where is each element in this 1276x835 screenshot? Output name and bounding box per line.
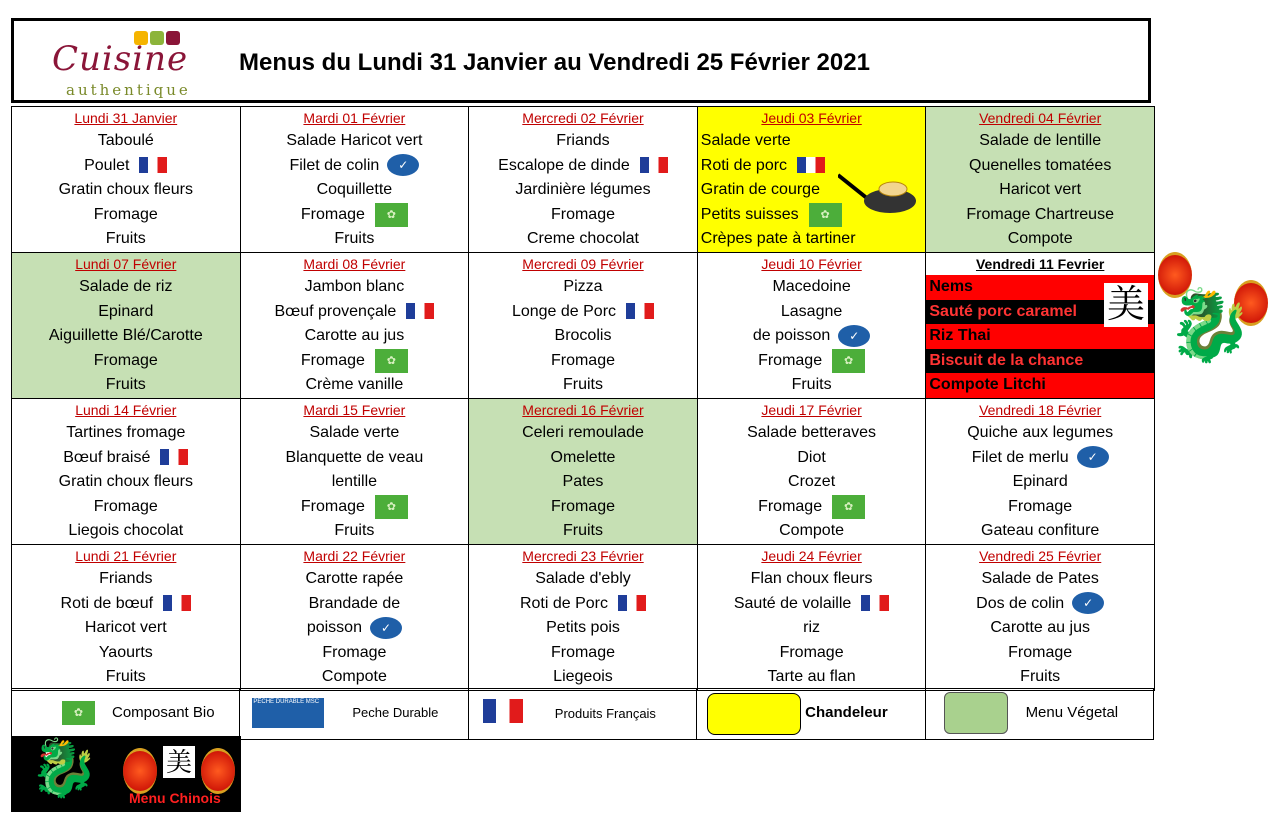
- menu-item-label: Crèpes pate à tartiner: [700, 230, 856, 247]
- logo-script: Cuisine: [52, 39, 189, 79]
- lantern-icon: [201, 748, 235, 794]
- day-cell: [697, 545, 926, 691]
- day-label: Mercredi 23 Février: [522, 548, 644, 564]
- chinese-glyph: 美: [163, 746, 195, 778]
- menu-item-label: Filet de colin: [289, 156, 380, 174]
- pancake-pan-icon: [707, 693, 801, 735]
- menu-item-label: Epinard: [98, 302, 154, 320]
- menu-item-label: Fruits: [562, 376, 603, 393]
- lantern-icon: [123, 748, 157, 794]
- fr-flag-icon: [618, 595, 646, 611]
- menu-item-label: Epinard: [1012, 473, 1068, 490]
- menu-item-label: Celeri remoulade: [522, 424, 644, 441]
- legend-peche-label: Peche Durable: [352, 705, 439, 720]
- day-label: Vendredi 25 Février: [979, 548, 1102, 564]
- menu-item-label: Fruits: [334, 522, 375, 539]
- day-label: Jeudi 03 Février: [761, 110, 862, 126]
- menu-item: [926, 349, 1154, 374]
- day-cell: [697, 399, 926, 545]
- menu-item: [926, 592, 1154, 617]
- menu-item: [926, 519, 1154, 544]
- fr-flag-icon: [626, 303, 654, 319]
- menu-item-label: Sauté porc caramel: [929, 302, 1077, 320]
- menu-item: [469, 567, 697, 592]
- menu-item-label: Longe de Porc: [511, 302, 617, 320]
- fr-flag-icon: [406, 303, 434, 319]
- menu-item-label: Compote: [321, 668, 387, 685]
- menu-item-label: Aiguillette Blé/Carotte: [48, 327, 203, 344]
- menu-item-label: de poisson: [752, 327, 831, 344]
- menu-item-label: Yaourts: [98, 643, 153, 661]
- menu-item-label: Fruits: [1020, 668, 1061, 685]
- msc-icon: ✓: [1072, 592, 1104, 614]
- menu-item-label: Carotte rapée: [305, 570, 404, 587]
- menu-item: [926, 470, 1154, 495]
- menu-item: [698, 129, 926, 154]
- menu-item-label: Salade de riz: [79, 278, 173, 295]
- menu-item: [241, 178, 469, 203]
- menu-item-label: Fruits: [105, 668, 146, 685]
- menu-item: [469, 665, 697, 690]
- day-cell: [926, 107, 1155, 253]
- bio-icon: ✿: [62, 701, 95, 725]
- menu-item-label: Bœuf braisé: [63, 448, 151, 466]
- menu-item-label: Fromage: [779, 643, 844, 661]
- menu-item-label: Creme chocolat: [526, 230, 639, 247]
- legend-peche: [240, 689, 468, 740]
- header: [11, 18, 1151, 103]
- day-cell: [240, 545, 469, 691]
- day-cell: [926, 545, 1155, 691]
- menu-item: [926, 373, 1154, 398]
- menu-item: [926, 421, 1154, 446]
- day-cell: [12, 399, 241, 545]
- menu-item: [241, 519, 469, 544]
- menu-item-label: Biscuit de la chance: [929, 351, 1084, 369]
- fr-flag-icon: [797, 157, 825, 173]
- menu-item: [469, 349, 697, 374]
- menu-item-label: Fromage: [93, 205, 158, 223]
- menu-item-label: Crozet: [788, 473, 836, 490]
- menu-item-label: Pizza: [563, 278, 603, 295]
- legend-chandeleur-label: Chandeleur: [805, 704, 888, 721]
- msc-icon: ✓: [370, 617, 402, 639]
- menu-item-label: Compote Litchi: [929, 376, 1046, 393]
- dragon-icon: 🐉: [1166, 286, 1254, 364]
- menu-item: [698, 324, 926, 349]
- menu-item: [469, 495, 697, 520]
- fr-flag-icon: [160, 449, 188, 465]
- menu-item: [698, 592, 926, 617]
- day-cell: [12, 545, 241, 691]
- menu-item: [469, 324, 697, 349]
- day-cell: [12, 253, 241, 399]
- menu-item-label: Blanquette de veau: [285, 448, 424, 466]
- menu-item-label: Carotte au jus: [990, 619, 1090, 636]
- menu-item: [469, 275, 697, 300]
- menu-item: [698, 275, 926, 300]
- menu-item: [241, 470, 469, 495]
- msc-icon: ✓: [838, 325, 870, 347]
- menu-item: [926, 641, 1154, 666]
- week-row: [12, 253, 1155, 399]
- menu-item-label: Fruits: [105, 376, 146, 393]
- menu-item: [241, 665, 469, 690]
- menu-item: [926, 616, 1154, 641]
- menu-item: [698, 665, 926, 690]
- menu-item: [12, 495, 240, 520]
- menu-item: [241, 275, 469, 300]
- menu-item: [12, 665, 240, 690]
- menu-item: [926, 665, 1154, 690]
- pancake-pan-icon: [838, 169, 918, 215]
- menu-item-label: Haricot vert: [999, 181, 1082, 198]
- menu-item-label: Gratin de courge: [700, 181, 820, 198]
- menu-item-label: Salade d'ebly: [535, 570, 631, 587]
- menu-item-label: Tartines fromage: [66, 424, 186, 441]
- menu-item-label: Bœuf provençale: [274, 302, 397, 320]
- menu-item-label: Roti de bœuf: [60, 594, 154, 612]
- menu-item: [469, 519, 697, 544]
- menu-item-label: Filet de merlu: [971, 448, 1069, 466]
- menu-item-label: Fromage Chartreuse: [966, 205, 1114, 223]
- day-label: Mardi 15 Fevrier: [303, 402, 406, 418]
- menu-item-label: Brocolis: [554, 327, 612, 344]
- menu-item-label: Sauté de volaille: [733, 594, 852, 612]
- menu-item: [241, 129, 469, 154]
- menu-item-label: Fromage: [300, 351, 365, 369]
- page-title: Menus du Lundi 31 Janvier au Vendredi 25 Février 2021: [239, 49, 870, 76]
- bio-icon: ✿: [832, 495, 865, 519]
- week-row: [12, 545, 1155, 691]
- legend-chandeleur: [697, 689, 925, 740]
- menu-item-label: Diot: [797, 448, 826, 466]
- menu-item-label: Fruits: [791, 376, 832, 393]
- menu-item: [241, 446, 469, 471]
- bio-icon: ✿: [375, 203, 408, 227]
- menu-item: [12, 641, 240, 666]
- menu-item-label: Escalope de dinde: [498, 156, 630, 174]
- menu-item-label: Tarte au flan: [767, 668, 856, 685]
- logo-sub: authentique: [66, 81, 191, 99]
- day-cell: [240, 399, 469, 545]
- menu-item: [698, 495, 926, 520]
- menu-item: [12, 470, 240, 495]
- menu-item-label: Fromage: [550, 205, 615, 223]
- menu-item-label: Fromage: [550, 497, 615, 515]
- menu-item: [698, 519, 926, 544]
- day-cell: [240, 253, 469, 399]
- menu-item-label: Fromage: [300, 205, 365, 223]
- menu-item-label: Crème vanille: [305, 376, 404, 393]
- day-cell: [697, 253, 926, 399]
- menu-item: [698, 300, 926, 325]
- legend-vegetal: [925, 689, 1153, 740]
- menu-item-label: riz: [803, 619, 821, 636]
- day-label: Mardi 08 Février: [303, 256, 406, 272]
- menu-item-label: Fromage: [1008, 497, 1073, 515]
- menu-item: [698, 373, 926, 398]
- week-row: [12, 107, 1155, 253]
- menu-item: [469, 421, 697, 446]
- day-label: Mardi 01 Février: [303, 110, 406, 126]
- menu-item-label: Roti de porc: [700, 156, 788, 174]
- menu-item-label: Macedoine: [772, 278, 851, 295]
- day-cell: [697, 107, 926, 253]
- day-cell: [240, 107, 469, 253]
- menu-item: [12, 300, 240, 325]
- menu-item: [241, 203, 469, 228]
- fr-flag-icon: [640, 157, 668, 173]
- menu-item: [469, 641, 697, 666]
- msc-icon: ✓: [387, 154, 419, 176]
- menu-item-label: Fruits: [334, 230, 375, 247]
- menu-item: [241, 567, 469, 592]
- menu-item: [12, 519, 240, 544]
- menu-item-label: Flan choux fleurs: [750, 570, 873, 587]
- menu-item-label: Petits pois: [546, 619, 620, 636]
- menu-item-label: Lasagne: [780, 302, 843, 320]
- menu-item: [241, 495, 469, 520]
- menu-item-label: Fromage: [93, 497, 158, 515]
- menu-item: [12, 203, 240, 228]
- menu-item: [926, 178, 1154, 203]
- menu-item: [241, 324, 469, 349]
- menu-item: [241, 421, 469, 446]
- menu-item-label: Liegois chocolat: [68, 522, 184, 539]
- menu-item: [926, 227, 1154, 252]
- day-cell: [469, 253, 698, 399]
- menu-item-label: Fruits: [105, 230, 146, 247]
- menu-item: [241, 227, 469, 252]
- day-label: Mercredi 09 Février: [522, 256, 644, 272]
- day-label: Jeudi 24 Février: [761, 548, 862, 564]
- menu-item-label: Jardinière légumes: [515, 181, 651, 198]
- menu-item-label: Salade betteraves: [747, 424, 877, 441]
- fr-flag-icon: [163, 595, 191, 611]
- day-label: Jeudi 17 Février: [761, 402, 862, 418]
- menu-item: [698, 227, 926, 252]
- menu-item: [12, 349, 240, 374]
- menu-item: [12, 373, 240, 398]
- chinese-glyph: 美: [1104, 283, 1148, 327]
- menu-item-label: Dos de colin: [976, 594, 1065, 612]
- menu-item: [926, 446, 1154, 471]
- menu-item-label: Nems: [929, 278, 973, 295]
- day-label: Mercredi 16 Février: [522, 402, 644, 418]
- day-label: Lundi 21 Février: [75, 548, 177, 564]
- menu-item: [241, 592, 469, 617]
- menu-item: [469, 446, 697, 471]
- menu-item: [241, 616, 469, 641]
- msc-icon: ✓: [1077, 446, 1109, 468]
- legend: [11, 688, 1154, 740]
- day-label: Mardi 22 Février: [303, 548, 406, 564]
- menu-grid: [11, 106, 1155, 691]
- menu-item: [926, 324, 1154, 349]
- menu-item-label: Fromage: [322, 643, 387, 661]
- legend-francais-label: Produits Français: [554, 706, 656, 721]
- bio-icon: ✿: [375, 349, 408, 373]
- menu-item-label: Compote: [779, 522, 845, 539]
- menu-item-label: Fromage: [758, 351, 823, 369]
- menu-item-label: Fromage: [758, 497, 823, 515]
- menu-item: [469, 154, 697, 179]
- day-label: Vendredi 04 Février: [979, 110, 1102, 126]
- menu-chinois-logo: [11, 736, 241, 812]
- menu-item: [469, 203, 697, 228]
- menu-item-label: Fromage: [1008, 643, 1073, 661]
- menu-item: [241, 300, 469, 325]
- menu-item: [926, 154, 1154, 179]
- menu-item-label: Gateau confiture: [981, 522, 1100, 539]
- bio-icon: ✿: [809, 203, 842, 227]
- legend-francais: [468, 689, 696, 740]
- menu-item: [241, 641, 469, 666]
- menu-item: [12, 154, 240, 179]
- menu-item-label: Quiche aux legumes: [967, 424, 1114, 441]
- menu-item: [241, 154, 469, 179]
- menu-item-label: Friands: [556, 132, 610, 149]
- menu-item-label: Salade Haricot vert: [286, 132, 423, 149]
- msc-logo-icon: PÊCHE DURABLE MSC: [252, 698, 324, 728]
- menu-item-label: Haricot vert: [84, 619, 167, 636]
- bio-icon: ✿: [832, 349, 865, 373]
- menu-item: [12, 616, 240, 641]
- menu-item: [469, 129, 697, 154]
- menu-item-label: lentille: [331, 473, 378, 490]
- menu-item: [469, 227, 697, 252]
- menu-item: [698, 470, 926, 495]
- menu-item-label: Salade de Pates: [981, 570, 1099, 587]
- day-label: Lundi 31 Janvier: [74, 110, 178, 126]
- menu-item: [241, 349, 469, 374]
- day-label: Lundi 14 Février: [75, 402, 177, 418]
- cuisine-authentique-logo: [52, 29, 212, 99]
- day-cell: [12, 107, 241, 253]
- menu-item: [926, 567, 1154, 592]
- menu-item: [698, 616, 926, 641]
- menu-item-label: Compote: [1007, 230, 1073, 247]
- menu-item-label: Brandade de: [308, 594, 401, 612]
- menu-item-label: Gratin choux fleurs: [58, 473, 193, 490]
- vegetal-swatch: [944, 692, 1008, 734]
- menu-item: [12, 421, 240, 446]
- menu-item: [469, 373, 697, 398]
- day-cell: [926, 253, 1155, 399]
- day-label: Mercredi 02 Février: [522, 110, 644, 126]
- day-cell: [469, 399, 698, 545]
- menu-item: [12, 275, 240, 300]
- menu-item: [926, 495, 1154, 520]
- menu-item: [698, 567, 926, 592]
- menu-item-label: Roti de Porc: [519, 594, 608, 612]
- menu-chinois-label: Menu Chinois: [129, 790, 221, 806]
- menu-item: [469, 178, 697, 203]
- menu-item-label: Omelette: [550, 448, 616, 466]
- menu-item: [12, 129, 240, 154]
- menu-item: [698, 421, 926, 446]
- menu-item: [698, 446, 926, 471]
- day-cell: [926, 399, 1155, 545]
- day-label: Lundi 07 Février: [75, 256, 177, 272]
- menu-item: [12, 592, 240, 617]
- day-cell: [469, 107, 698, 253]
- menu-item: [926, 129, 1154, 154]
- fr-flag-icon: [139, 157, 167, 173]
- menu-item: [469, 592, 697, 617]
- bio-icon: ✿: [375, 495, 408, 519]
- menu-item: [926, 203, 1154, 228]
- menu-item: [241, 373, 469, 398]
- day-label: Jeudi 10 Février: [761, 256, 862, 272]
- menu-item-label: Gratin choux fleurs: [58, 181, 193, 198]
- menu-item-label: Fromage: [300, 497, 365, 515]
- fr-flag-icon: [861, 595, 889, 611]
- menu-item-label: Fromage: [93, 351, 158, 369]
- menu-item: [12, 324, 240, 349]
- menu-item-label: Carotte au jus: [304, 327, 405, 344]
- legend-bio-label: Composant Bio: [112, 704, 215, 721]
- menu-item-label: Riz Thai: [929, 327, 991, 344]
- day-cell: [469, 545, 698, 691]
- day-label: Vendredi 11 Fevrier: [975, 256, 1105, 272]
- menu-item-label: Coquillette: [316, 181, 393, 198]
- menu-item-label: Pates: [562, 473, 604, 490]
- menu-item-label: Fromage: [550, 643, 615, 661]
- menu-item: [469, 300, 697, 325]
- menu-item: [12, 567, 240, 592]
- dragon-icon: 🐉: [29, 736, 99, 799]
- menu-item: [12, 446, 240, 471]
- legend-bio: [12, 689, 240, 740]
- menu-item: [698, 641, 926, 666]
- menu-item-label: poisson: [306, 619, 362, 636]
- menu-item: [469, 616, 697, 641]
- menu-item: [698, 349, 926, 374]
- legend-vegetal-label: Menu Végetal: [1025, 704, 1119, 721]
- menu-item-label: Fruits: [562, 522, 603, 539]
- menu-item-label: Petits suisses: [700, 205, 799, 223]
- menu-item-label: Salade verte: [309, 424, 400, 441]
- menu-item-label: Jambon blanc: [304, 278, 405, 295]
- menu-item: [12, 227, 240, 252]
- week-row: [12, 399, 1155, 545]
- menu-item-label: Taboulé: [97, 132, 154, 149]
- menu-item: [469, 470, 697, 495]
- menu-item-label: Salade verte: [700, 132, 791, 149]
- menu-item-label: Fromage: [550, 351, 615, 369]
- menu-item: [12, 178, 240, 203]
- menu-item-label: Friands: [99, 570, 153, 587]
- day-label: Vendredi 18 Février: [979, 402, 1102, 418]
- menu-item-label: Salade de lentille: [979, 132, 1102, 149]
- menu-item-label: Liegeois: [553, 668, 613, 685]
- fr-flag-icon: [483, 699, 523, 723]
- menu-item-label: Quenelles tomatées: [969, 156, 1112, 174]
- menu-item-label: Poulet: [84, 156, 130, 174]
